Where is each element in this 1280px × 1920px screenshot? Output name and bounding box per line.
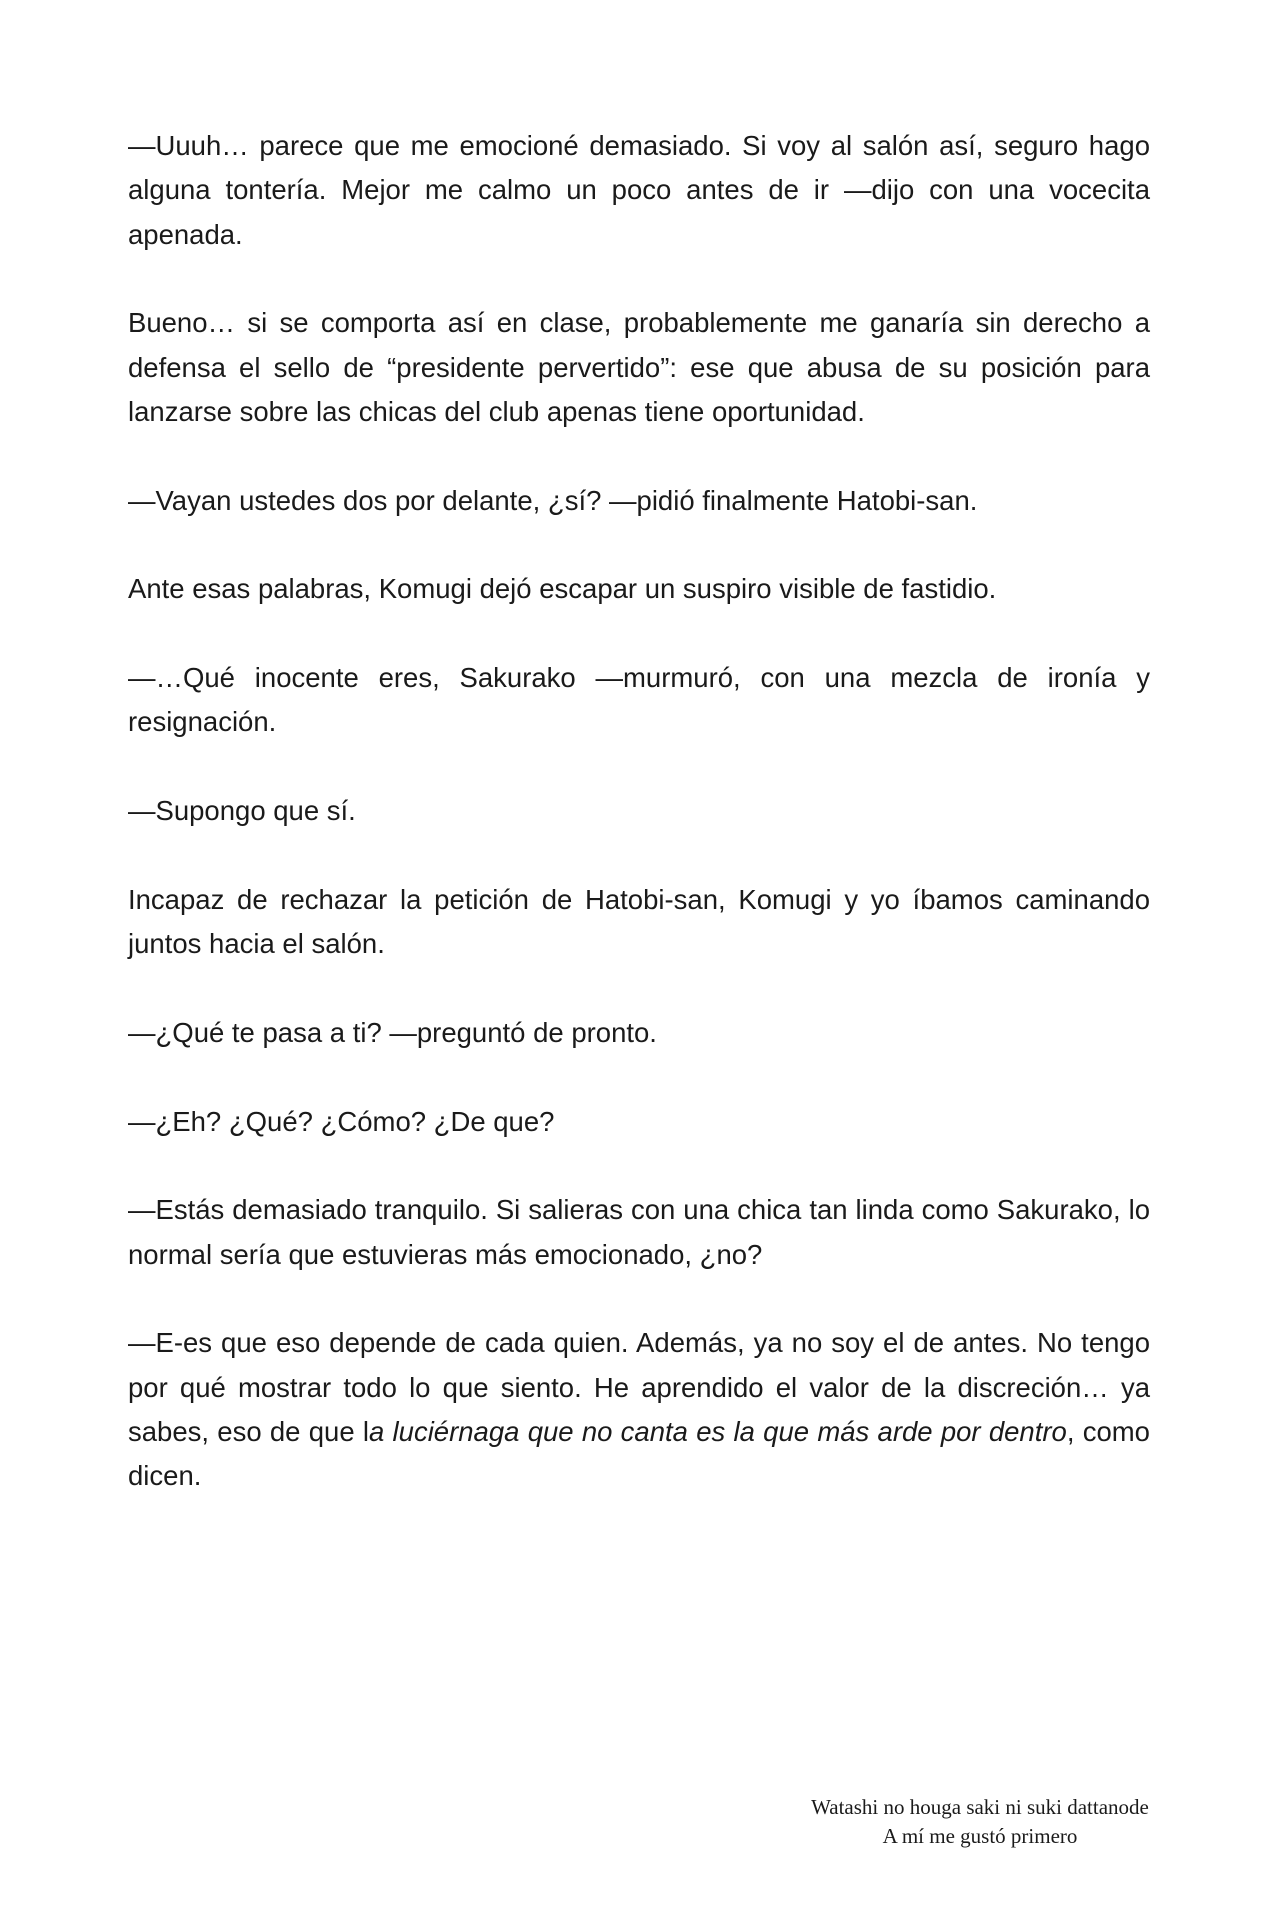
paragraph: —Supongo que sí. <box>128 795 356 827</box>
paragraph: Ante esas palabras, Komugi dejó escapar un suspiro visible de fastidio. <box>128 573 997 605</box>
text-run: —E-es que eso depende de cada quien. Además, ya no soy el de antes. No tengo por qué mostrar todo lo que siento. He aprendido el valor de la discreción… ya sabes, eso de que l <box>128 1327 1150 1447</box>
body-text <box>128 124 1150 1499</box>
paragraph: —Uuuh… parece que me emocioné demasiado. Si voy al salón así, seguro hago alguna tontería. Mejor me calmo un poco antes de ir —dijo con una vocecita apenada. <box>128 130 1150 250</box>
footer-title-romaji: Watashi no houga saki ni suki dattanode <box>811 1795 1149 1819</box>
italic-quote: a luciérnaga que no canta es la que más arde por dentro <box>368 1415 1067 1447</box>
paragraph: —¿Qué te pasa a ti? —preguntó de pronto. <box>128 1016 657 1048</box>
text-run: , como dicen. <box>128 1415 1150 1492</box>
paragraph-last <box>128 1321 1150 1498</box>
paragraph: —Vayan ustedes dos por delante, ¿sí? —pidió finalmente Hatobi-san. <box>128 484 978 516</box>
paragraph: —…Qué inocente eres, Sakurako —murmuró, con una mezcla de ironía y resignación. <box>128 662 1150 738</box>
paragraph: Incapaz de rechazar la petición de Hatobi-san, Komugi y yo íbamos caminando juntos hacia el salón. <box>128 883 1150 960</box>
page-footer <box>760 1793 1200 1851</box>
footer-title-spanish: A mí me gustó primero <box>882 1824 1078 1848</box>
paragraph: —Estás demasiado tranquilo. Si salieras con una chica tan linda como Sakurako, lo normal sería que estuvieras más emocionado, ¿no? <box>128 1194 1150 1270</box>
paragraph: Bueno… si se comporta así en clase, probablemente me ganaría sin derecho a defensa el sello de “presidente pervertido”: ese que abusa de su posición para lanzarse sobre las chicas del club apenas tiene oportunidad. <box>128 307 1150 428</box>
paragraph: —¿Eh? ¿Qué? ¿Cómo? ¿De que? <box>128 1105 555 1137</box>
